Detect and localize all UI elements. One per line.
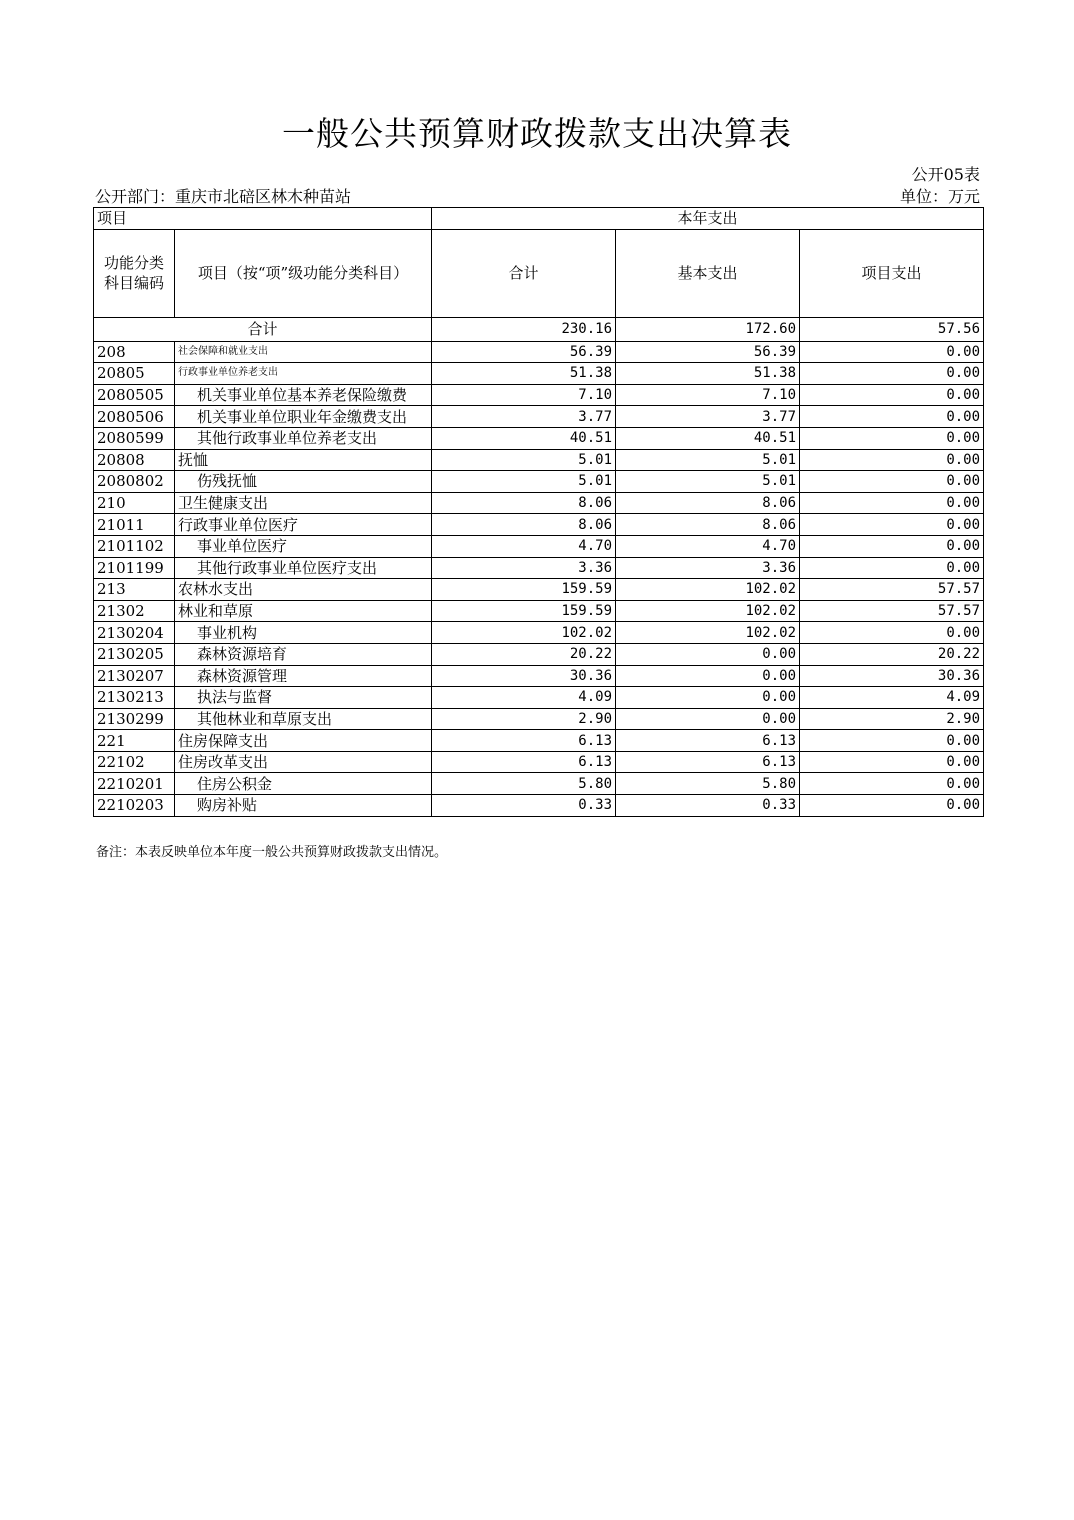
row-basic: 5.80	[616, 773, 800, 795]
row-basic: 8.06	[616, 492, 800, 514]
row-basic: 0.00	[616, 708, 800, 730]
row-basic: 102.02	[616, 600, 800, 622]
table-row	[94, 363, 984, 385]
table-row	[94, 471, 984, 493]
row-name: 事业机构	[175, 622, 432, 644]
row-project: 0.00	[800, 363, 984, 385]
row-name: 执法与监督	[175, 687, 432, 709]
table-row	[94, 341, 984, 363]
row-project: 20.22	[800, 643, 984, 665]
row-total: 3.77	[432, 406, 616, 428]
header-code: 功能分类科目编码	[94, 229, 175, 317]
row-basic: 7.10	[616, 384, 800, 406]
row-project: 0.00	[800, 773, 984, 795]
row-name: 机关事业单位职业年金缴费支出	[175, 406, 432, 428]
total-row	[94, 317, 984, 341]
table-row	[94, 795, 984, 817]
row-total: 6.13	[432, 751, 616, 773]
row-basic: 0.00	[616, 665, 800, 687]
table-row	[94, 600, 984, 622]
total-basic: 172.60	[616, 317, 800, 341]
row-project: 57.57	[800, 600, 984, 622]
row-project: 0.00	[800, 341, 984, 363]
row-total: 7.10	[432, 384, 616, 406]
row-name: 抚恤	[175, 449, 432, 471]
row-basic: 102.02	[616, 579, 800, 601]
expenditure-table	[93, 207, 984, 817]
row-name: 住房保障支出	[175, 730, 432, 752]
table-row	[94, 773, 984, 795]
row-code: 213	[94, 579, 175, 601]
table-row	[94, 384, 984, 406]
header-item: 项目	[94, 208, 432, 230]
row-project: 0.00	[800, 427, 984, 449]
row-project: 2.90	[800, 708, 984, 730]
row-total: 20.22	[432, 643, 616, 665]
row-code: 210	[94, 492, 175, 514]
table-row	[94, 579, 984, 601]
row-code: 2080505	[94, 384, 175, 406]
footnote: 备注：本表反映单位本年度一般公共预算财政拨款支出情况。	[96, 845, 448, 860]
row-basic: 6.13	[616, 751, 800, 773]
row-code: 22102	[94, 751, 175, 773]
row-basic: 56.39	[616, 341, 800, 363]
total-sum: 230.16	[432, 317, 616, 341]
table-row	[94, 730, 984, 752]
row-basic: 102.02	[616, 622, 800, 644]
row-total: 30.36	[432, 665, 616, 687]
row-basic: 3.36	[616, 557, 800, 579]
row-total: 8.06	[432, 514, 616, 536]
row-total: 102.02	[432, 622, 616, 644]
row-total: 51.38	[432, 363, 616, 385]
table-row	[94, 406, 984, 428]
header-project: 项目支出	[800, 229, 984, 317]
table-row	[94, 535, 984, 557]
row-total: 56.39	[432, 341, 616, 363]
row-name: 住房改革支出	[175, 751, 432, 773]
table-row	[94, 751, 984, 773]
row-code: 20805	[94, 363, 175, 385]
table-row	[94, 665, 984, 687]
row-project: 4.09	[800, 687, 984, 709]
row-code: 2080599	[94, 427, 175, 449]
row-basic: 40.51	[616, 427, 800, 449]
header-this-year: 本年支出	[432, 208, 984, 230]
row-project: 0.00	[800, 622, 984, 644]
header-row-1	[94, 208, 984, 230]
row-code: 2210203	[94, 795, 175, 817]
row-basic: 6.13	[616, 730, 800, 752]
row-project: 57.57	[800, 579, 984, 601]
form-number: 公开05表	[911, 165, 980, 184]
row-total: 3.36	[432, 557, 616, 579]
row-project: 0.00	[800, 384, 984, 406]
row-basic: 0.00	[616, 643, 800, 665]
row-project: 0.00	[800, 751, 984, 773]
row-code: 2101102	[94, 535, 175, 557]
row-code: 2130213	[94, 687, 175, 709]
row-total: 40.51	[432, 427, 616, 449]
row-project: 30.36	[800, 665, 984, 687]
row-total: 4.70	[432, 535, 616, 557]
row-code: 2130205	[94, 643, 175, 665]
row-name: 森林资源培育	[175, 643, 432, 665]
row-total: 159.59	[432, 600, 616, 622]
row-basic: 5.01	[616, 449, 800, 471]
total-label: 合计	[94, 317, 432, 341]
header-total: 合计	[432, 229, 616, 317]
row-total: 4.09	[432, 687, 616, 709]
unit-label: 单位：万元	[899, 187, 980, 206]
row-name: 卫生健康支出	[175, 492, 432, 514]
row-total: 5.01	[432, 471, 616, 493]
table-row	[94, 514, 984, 536]
table-row	[94, 708, 984, 730]
row-name: 购房补贴	[175, 795, 432, 817]
table-row	[94, 687, 984, 709]
table-row	[94, 492, 984, 514]
table-row	[94, 557, 984, 579]
row-code: 2130204	[94, 622, 175, 644]
row-project: 0.00	[800, 449, 984, 471]
row-basic: 5.01	[616, 471, 800, 493]
table-row	[94, 622, 984, 644]
row-name: 伤残抚恤	[175, 471, 432, 493]
row-basic: 0.33	[616, 795, 800, 817]
row-total: 6.13	[432, 730, 616, 752]
row-code: 2080506	[94, 406, 175, 428]
row-name: 其他行政事业单位医疗支出	[175, 557, 432, 579]
row-name: 住房公积金	[175, 773, 432, 795]
row-name: 社会保障和就业支出	[175, 341, 432, 363]
row-code: 2101199	[94, 557, 175, 579]
department-label: 公开部门：重庆市北碚区林木种苗站	[95, 187, 352, 206]
table-row	[94, 449, 984, 471]
table-row	[94, 427, 984, 449]
row-name: 农林水支出	[175, 579, 432, 601]
row-code: 221	[94, 730, 175, 752]
header-row-2	[94, 229, 984, 317]
total-project: 57.56	[800, 317, 984, 341]
row-basic: 0.00	[616, 687, 800, 709]
row-code: 21302	[94, 600, 175, 622]
row-name: 机关事业单位基本养老保险缴费	[175, 384, 432, 406]
row-code: 208	[94, 341, 175, 363]
row-basic: 4.70	[616, 535, 800, 557]
row-code: 2130299	[94, 708, 175, 730]
row-name: 行政事业单位医疗	[175, 514, 432, 536]
row-project: 0.00	[800, 514, 984, 536]
row-basic: 3.77	[616, 406, 800, 428]
row-code: 20808	[94, 449, 175, 471]
row-total: 8.06	[432, 492, 616, 514]
row-code: 2130207	[94, 665, 175, 687]
row-code: 21011	[94, 514, 175, 536]
row-project: 0.00	[800, 535, 984, 557]
row-project: 0.00	[800, 492, 984, 514]
row-project: 0.00	[800, 557, 984, 579]
row-name: 林业和草原	[175, 600, 432, 622]
row-project: 0.00	[800, 471, 984, 493]
row-project: 0.00	[800, 730, 984, 752]
row-project: 0.00	[800, 795, 984, 817]
row-project: 0.00	[800, 406, 984, 428]
row-basic: 51.38	[616, 363, 800, 385]
row-total: 159.59	[432, 579, 616, 601]
row-name: 事业单位医疗	[175, 535, 432, 557]
header-name: 项目（按“项”级功能分类科目）	[175, 229, 432, 317]
row-total: 2.90	[432, 708, 616, 730]
row-basic: 8.06	[616, 514, 800, 536]
row-name: 其他林业和草原支出	[175, 708, 432, 730]
row-total: 0.33	[432, 795, 616, 817]
row-total: 5.80	[432, 773, 616, 795]
row-name: 行政事业单位养老支出	[175, 363, 432, 385]
row-code: 2080802	[94, 471, 175, 493]
table-row	[94, 643, 984, 665]
row-code: 2210201	[94, 773, 175, 795]
row-name: 其他行政事业单位养老支出	[175, 427, 432, 449]
header-basic: 基本支出	[616, 229, 800, 317]
page-title: 一般公共预算财政拨款支出决算表	[282, 114, 792, 153]
row-total: 5.01	[432, 449, 616, 471]
row-name: 森林资源管理	[175, 665, 432, 687]
